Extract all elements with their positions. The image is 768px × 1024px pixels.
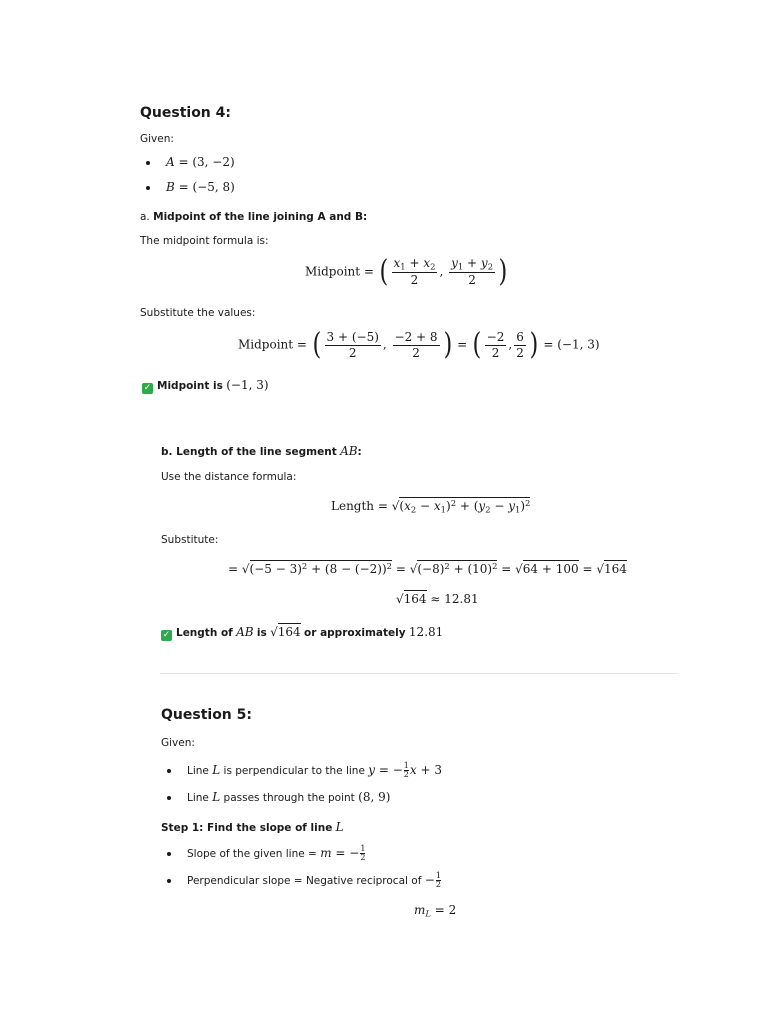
given-label: Given: xyxy=(140,133,174,145)
given-label-q5: Given: xyxy=(161,737,195,749)
given-item-point: Line L passes through the point (8, 9) xyxy=(167,790,390,804)
midpoint-formula: Midpoint = ( $\frac{x_1 + x_2}{2}$ , $\frac{y_1 + y_2}{2}$ ) xyxy=(305,254,508,289)
length-result: ✓ Length of AB is √164 or approximately 12.81 xyxy=(162,625,444,640)
distance-formula: Length = $√(x_2 - x_1)^2 + (y_2 - y_1)^2$ xyxy=(331,498,531,515)
distance-intro: Use the distance formula: xyxy=(161,471,297,483)
step-1-heading: Step 1: Find the slope of line L xyxy=(161,820,344,834)
substitute-label-b: Substitute: xyxy=(161,534,219,546)
question-5-title: Question 5: xyxy=(161,707,252,723)
bullet-icon xyxy=(167,796,171,800)
perpendicular-slope: Perpendicular slope = Negative reciprocal of − $\frac{1}{2}$ xyxy=(167,872,442,889)
distance-substitution: = $√(-5 - 3)^2 + (8 - (-2))^2 = √(-8)^2 + (10)^2 = √64 + 100 = √164$ xyxy=(228,561,627,577)
part-b-heading: b. Length of the line segment AB: xyxy=(161,444,362,458)
checkmark-icon: ✓ xyxy=(143,383,152,393)
midpoint-intro: The midpoint formula is: xyxy=(140,235,269,247)
checkmark-icon: ✓ xyxy=(162,630,171,640)
perpendicular-slope-result: $m_L = 2$ xyxy=(414,903,457,919)
midpoint-result: ✓ Midpoint is (−1, 3) xyxy=(143,378,269,393)
distance-approx: √164 ≈ 12.81 xyxy=(396,592,479,606)
bullet-icon xyxy=(146,186,150,190)
slope-given-line: Slope of the given line = m = − $\frac{1}{2}$ xyxy=(167,845,366,862)
bullet-icon xyxy=(146,161,150,165)
bullet-icon xyxy=(167,769,171,773)
part-a-heading: a. Midpoint of the line joining A and B: xyxy=(140,211,368,223)
given-item-b: B = (−5, 8) xyxy=(146,180,235,194)
bullet-icon xyxy=(167,879,171,883)
given-item-perpendicular: Line L is perpendicular to the line y = − $\frac{1}{2}$ x + 3 xyxy=(167,762,442,779)
section-divider xyxy=(160,673,678,674)
given-item-a: A = (3, −2) xyxy=(146,155,235,169)
question-4-title: Question 4: xyxy=(140,105,231,121)
midpoint-substitution: Midpoint = ( $\frac{3 + (-5)}{2}$ , $\frac{-2 + 8}{2}$ ) = ( $\frac{-2}{2}$ , $\frac{6}{2}$ ) = (−1, 3) xyxy=(238,327,600,362)
substitute-label: Substitute the values: xyxy=(140,307,256,319)
bullet-icon xyxy=(167,852,171,856)
